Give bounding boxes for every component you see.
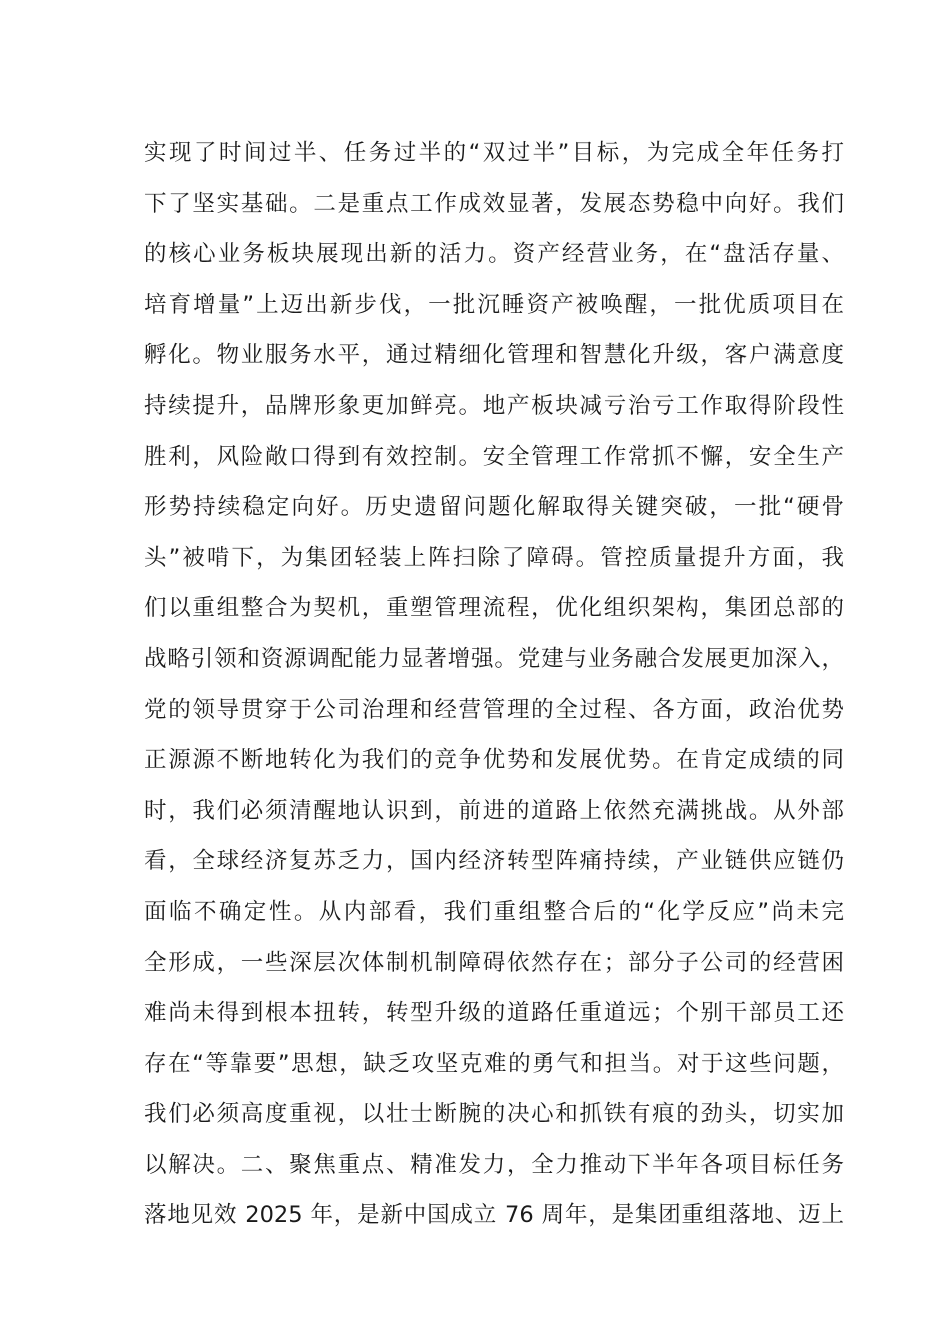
text-line: 实现了时间过半、任务过半的“双过半”目标，为完成全年任务打 [144, 140, 844, 166]
text-line: 存在“等靠要”思想，缺乏攻坚克难的勇气和担当。对于这些问题， [144, 1050, 844, 1077]
text-line: 党的领导贯穿于公司治理和经营管理的全过程、各方面，政治优势 [144, 696, 844, 723]
text-line: 的核心业务板块展现出新的活力。资产经营业务，在“盘活存量、 [144, 241, 844, 268]
text-line: 下了坚实基础。二是重点工作成效显著，发展态势稳中向好。我们 [144, 190, 844, 217]
text-line: 时，我们必须清醒地认识到，前进的道路上依然充满挑战。从外部 [144, 797, 844, 824]
text-line: 持续提升，品牌形象更加鲜亮。地产板块减亏治亏工作取得阶段性 [144, 392, 844, 419]
text-line: 正源源不断地转化为我们的竞争优势和发展优势。在肯定成绩的同 [144, 747, 844, 774]
text-line: 落地见效 2025 年，是新中国成立 76 周年，是集团重组落地、迈上 [144, 1202, 844, 1229]
text-line: 战略引领和资源调配能力显著增强。党建与业务融合发展更加深入， [144, 645, 844, 672]
text-line: 面临不确定性。从内部看，我们重组整合后的“化学反应”尚未完 [144, 898, 844, 925]
text-line: 以解决。二、聚焦重点、精准发力，全力推动下半年各项目标任务 [144, 1151, 844, 1178]
text-line: 孵化。物业服务水平，通过精细化管理和智慧化升级，客户满意度 [144, 342, 844, 369]
text-line: 全形成，一些深层次体制机制障碍依然存在；部分子公司的经营困 [144, 949, 844, 976]
body-text [144, 128, 844, 1241]
text-line: 头”被啃下，为集团轻装上阵扫除了障碍。管控质量提升方面，我 [144, 544, 844, 571]
text-line: 胜利，风险敞口得到有效控制。安全管理工作常抓不懈，安全生产 [144, 443, 844, 470]
text-line: 培育增量”上迈出新步伐，一批沉睡资产被唤醒，一批优质项目在 [144, 291, 844, 318]
text-line: 们以重组整合为契机，重塑管理流程，优化组织架构，集团总部的 [144, 595, 844, 622]
text-line: 形势持续稳定向好。历史遗留问题化解取得关键突破，一批“硬骨 [144, 494, 844, 521]
text-line: 看，全球经济复苏乏力，国内经济转型阵痛持续，产业链供应链仍 [144, 848, 844, 875]
text-line: 我们必须高度重视，以壮士断腕的决心和抓铁有痕的劲头，切实加 [144, 1101, 844, 1128]
text-line: 难尚未得到根本扭转，转型升级的道路任重道远；个别干部员工还 [144, 1000, 844, 1027]
